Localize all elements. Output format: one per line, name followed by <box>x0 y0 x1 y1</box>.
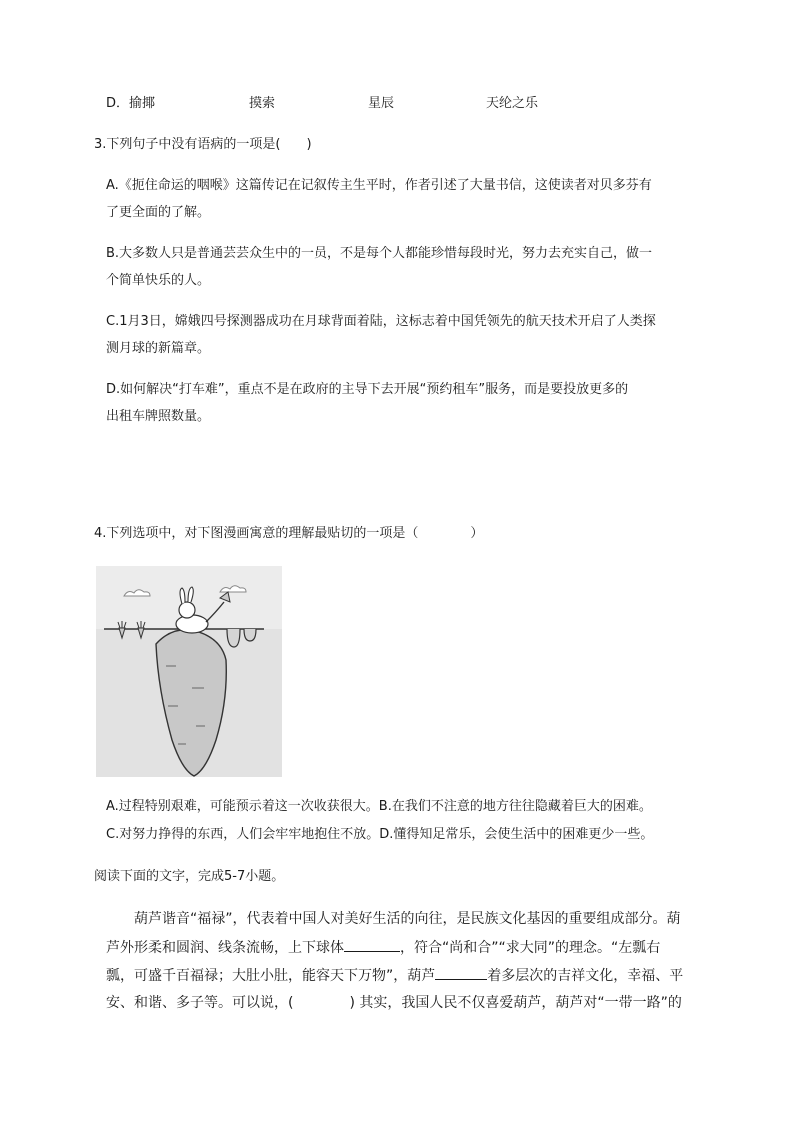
passage-line-3-part-b: 着多层次的吉祥文化，幸福、平 <box>487 968 684 984</box>
q2-option-d-word-2: 摸索 <box>249 96 276 111</box>
q3-option-d-line2: 出租车牌照数量。 <box>106 409 211 424</box>
passage-line-3 <box>106 967 683 984</box>
q3-option-a-line1: A.《扼住命运的咽喉》这篇传记在记叙传主生平时，作者引述了大量书信，这使读者对贝多芬有 <box>106 178 652 193</box>
passage-line-2 <box>106 939 660 956</box>
q3-option-d-line1: D.如何解决“打车难”，重点不是在政府的主导下去开展“预约租车”服务，而是要投放更多的 <box>106 382 629 397</box>
empty-hole-1 <box>227 629 240 647</box>
q4-stem: 4.下列选项中，对下图漫画寓意的理解最贴切的一项是（ ） <box>94 526 484 541</box>
q4-options-row-1: A.过程特别艰难，可能预示着这一次收获很大。B.在我们不注意的地方往往隐藏着巨大的困难。 <box>106 799 652 814</box>
q3-option-b-line1: B.大多数人只是普通芸芸众生中的一员，不是每个人都能珍惜每段时光，努力去充实自己，做一 <box>106 246 653 261</box>
passage-line-3-part-a: 瓢，可盛千百福禄；大肚小肚，能容天下万物”，葫芦 <box>106 968 436 984</box>
rabbit-body <box>176 615 208 633</box>
q3-option-a-line2: 了更全面的了解。 <box>106 205 211 220</box>
rabbit-carrot-cartoon-icon <box>96 566 282 777</box>
q3-option-b-line2: 个简单快乐的人。 <box>106 273 211 288</box>
passage-line-1: 葫芦谐音“福禄”，代表着中国人对美好生活的向往，是民族文化基因的重要组成部分。葫 <box>134 911 681 927</box>
rabbit-head <box>179 602 195 618</box>
q2-option-d-word-4: 天纶之乐 <box>486 96 539 111</box>
q4-options-row-2: C.对努力挣得的东西，人们会牢牢地抱住不放。D.懂得知足常乐，会使生活中的困难更少一些。 <box>106 827 654 842</box>
passage-line-4: 安、和谐、多子等。可以说，( ) 其实，我国人民不仅喜爱葫芦，葫芦对“一带一路”的 <box>106 995 682 1011</box>
q2-option-d-word-3: 星辰 <box>368 96 395 111</box>
passage-line-2-part-b: ，符合“尚和合”“求大同”的理念。“左瓢右 <box>400 940 661 956</box>
q3-option-c-line2: 测月球的新篇章。 <box>106 341 211 356</box>
q3-option-c-line1: C.1月3日，嫦娥四号探测器成功在月球背面着陆，这标志着中国凭领先的航天技术开启了人类探 <box>106 314 656 329</box>
empty-hole-2 <box>244 629 256 641</box>
passage-line-2-part-a: 芦外形柔和圆润、线条流畅，上下球体 <box>106 940 344 956</box>
blank-2[interactable] <box>435 967 487 980</box>
q3-stem: 3.下列句子中没有语病的一项是( ) <box>94 137 312 152</box>
q2-option-d-word-1: 揄揶 <box>129 96 156 111</box>
blank-1[interactable] <box>344 939 400 952</box>
reading-intro: 阅读下面的文字，完成5-7小题。 <box>94 869 285 884</box>
q2-option-d-label: D． <box>106 96 130 111</box>
